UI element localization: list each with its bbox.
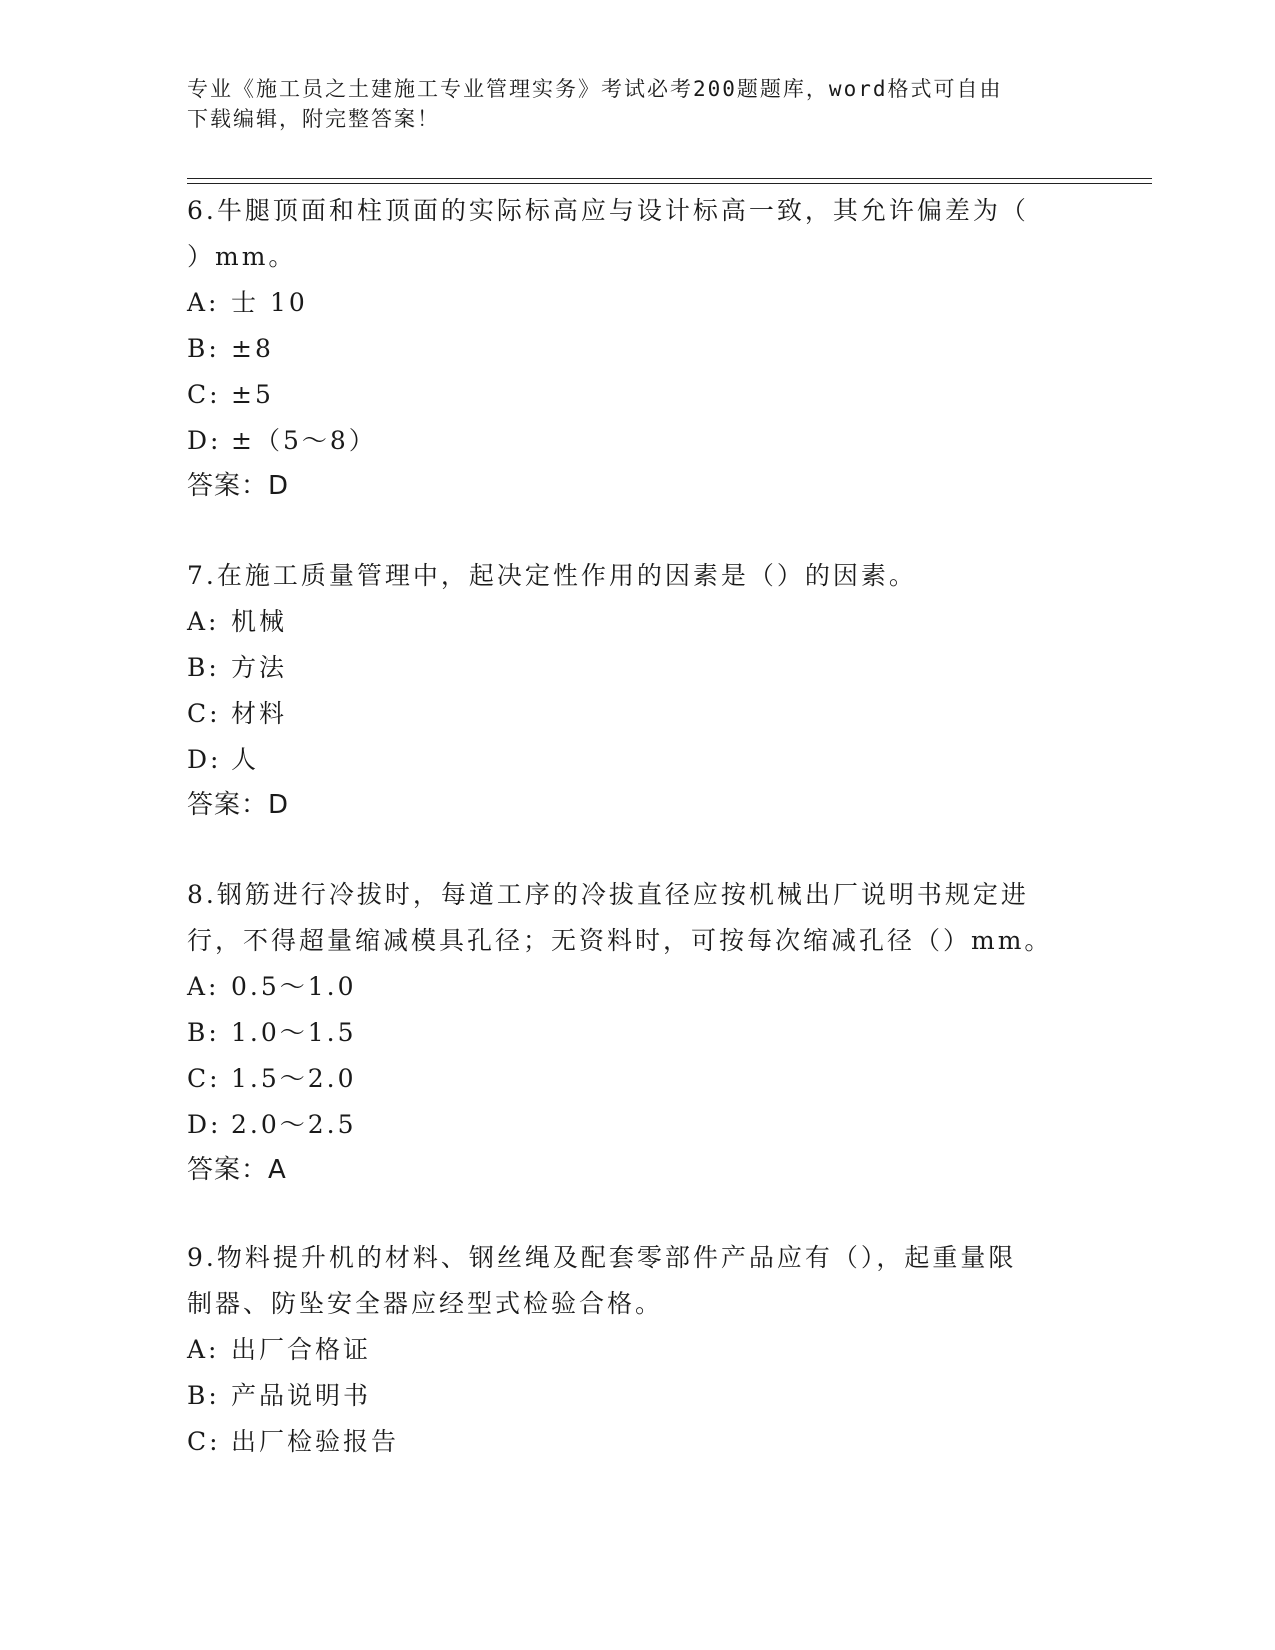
question-stem-line-1: 8.钢筋进行冷拔时，每道工序的冷拔直径应按机械出厂说明书规定进	[187, 880, 1029, 909]
option-letter: B:	[187, 653, 220, 682]
question-9	[187, 1235, 1067, 1465]
question-stem-line-1: 6.牛腿顶面和柱顶面的实际标高应与设计标高一致，其允许偏差为（	[187, 196, 1029, 225]
option-b	[187, 1373, 1067, 1419]
option-c	[187, 1419, 1067, 1465]
option-a	[187, 599, 1067, 645]
option-text: ±5	[231, 380, 274, 409]
question-stem-line-2: ）mm。	[187, 242, 297, 271]
option-text: 人	[231, 745, 260, 774]
question-8	[187, 872, 1067, 1192]
option-d	[187, 418, 1067, 464]
option-text: 士 10	[231, 288, 308, 317]
option-text: 出厂检验报告	[231, 1427, 400, 1456]
answer-line: 答案：D	[187, 471, 290, 501]
option-text: 出厂合格证	[231, 1335, 372, 1364]
option-c	[187, 691, 1067, 737]
answer-line: 答案：D	[187, 790, 290, 820]
option-letter: A:	[187, 972, 220, 1001]
option-a	[187, 1327, 1067, 1373]
option-b	[187, 326, 1067, 372]
header-divider-bottom	[187, 183, 1152, 184]
header-divider-top	[187, 178, 1152, 179]
option-text: 0.5～1.0	[231, 972, 357, 1001]
option-b	[187, 1010, 1067, 1056]
option-c	[187, 1056, 1067, 1102]
option-d	[187, 1102, 1067, 1148]
question-7	[187, 553, 1067, 827]
question-stem-line-1: 9.物料提升机的材料、钢丝绳及配套零部件产品应有（），起重量限	[187, 1243, 1017, 1272]
question-stem-line-2: 行，不得超量缩减模具孔径；无资料时，可按每次缩减孔径（）mm。	[187, 926, 1053, 955]
option-d	[187, 737, 1067, 783]
question-stem-line-1: 7.在施工质量管理中，起决定性作用的因素是（）的因素。	[187, 561, 917, 590]
header-line-1: 专业《施工员之土建施工专业管理实务》考试必考200题题库，word格式可自由	[187, 77, 1003, 101]
option-text: 材料	[231, 699, 288, 728]
option-letter: C:	[187, 699, 221, 728]
option-letter: D:	[187, 426, 222, 455]
option-letter: C:	[187, 380, 221, 409]
option-text: 机械	[231, 607, 288, 636]
option-text: ±（5～8）	[231, 426, 377, 455]
option-text: 2.0～2.5	[231, 1110, 357, 1139]
option-letter: A:	[187, 1335, 220, 1364]
option-letter: C:	[187, 1427, 221, 1456]
option-letter: D:	[187, 1110, 222, 1139]
option-letter: D:	[187, 745, 222, 774]
option-text: ±8	[231, 334, 274, 363]
option-a	[187, 964, 1067, 1010]
option-letter: B:	[187, 334, 220, 363]
option-text: 方法	[231, 653, 288, 682]
option-text: 1.0～1.5	[231, 1018, 357, 1047]
option-letter: B:	[187, 1381, 220, 1410]
option-text: 产品说明书	[231, 1381, 372, 1410]
option-a	[187, 280, 1067, 326]
option-text: 1.5～2.0	[231, 1064, 357, 1093]
header-line-2: 下载编辑，附完整答案！	[187, 107, 440, 131]
option-letter: B:	[187, 1018, 220, 1047]
answer-line: 答案：A	[187, 1155, 287, 1185]
option-letter: A:	[187, 288, 220, 317]
option-b	[187, 645, 1067, 691]
document-header	[187, 74, 1077, 134]
question-6	[187, 188, 1067, 508]
option-letter: A:	[187, 607, 220, 636]
option-letter: C:	[187, 1064, 221, 1093]
option-c	[187, 372, 1067, 418]
question-stem-line-2: 制器、防坠安全器应经型式检验合格。	[187, 1289, 664, 1318]
